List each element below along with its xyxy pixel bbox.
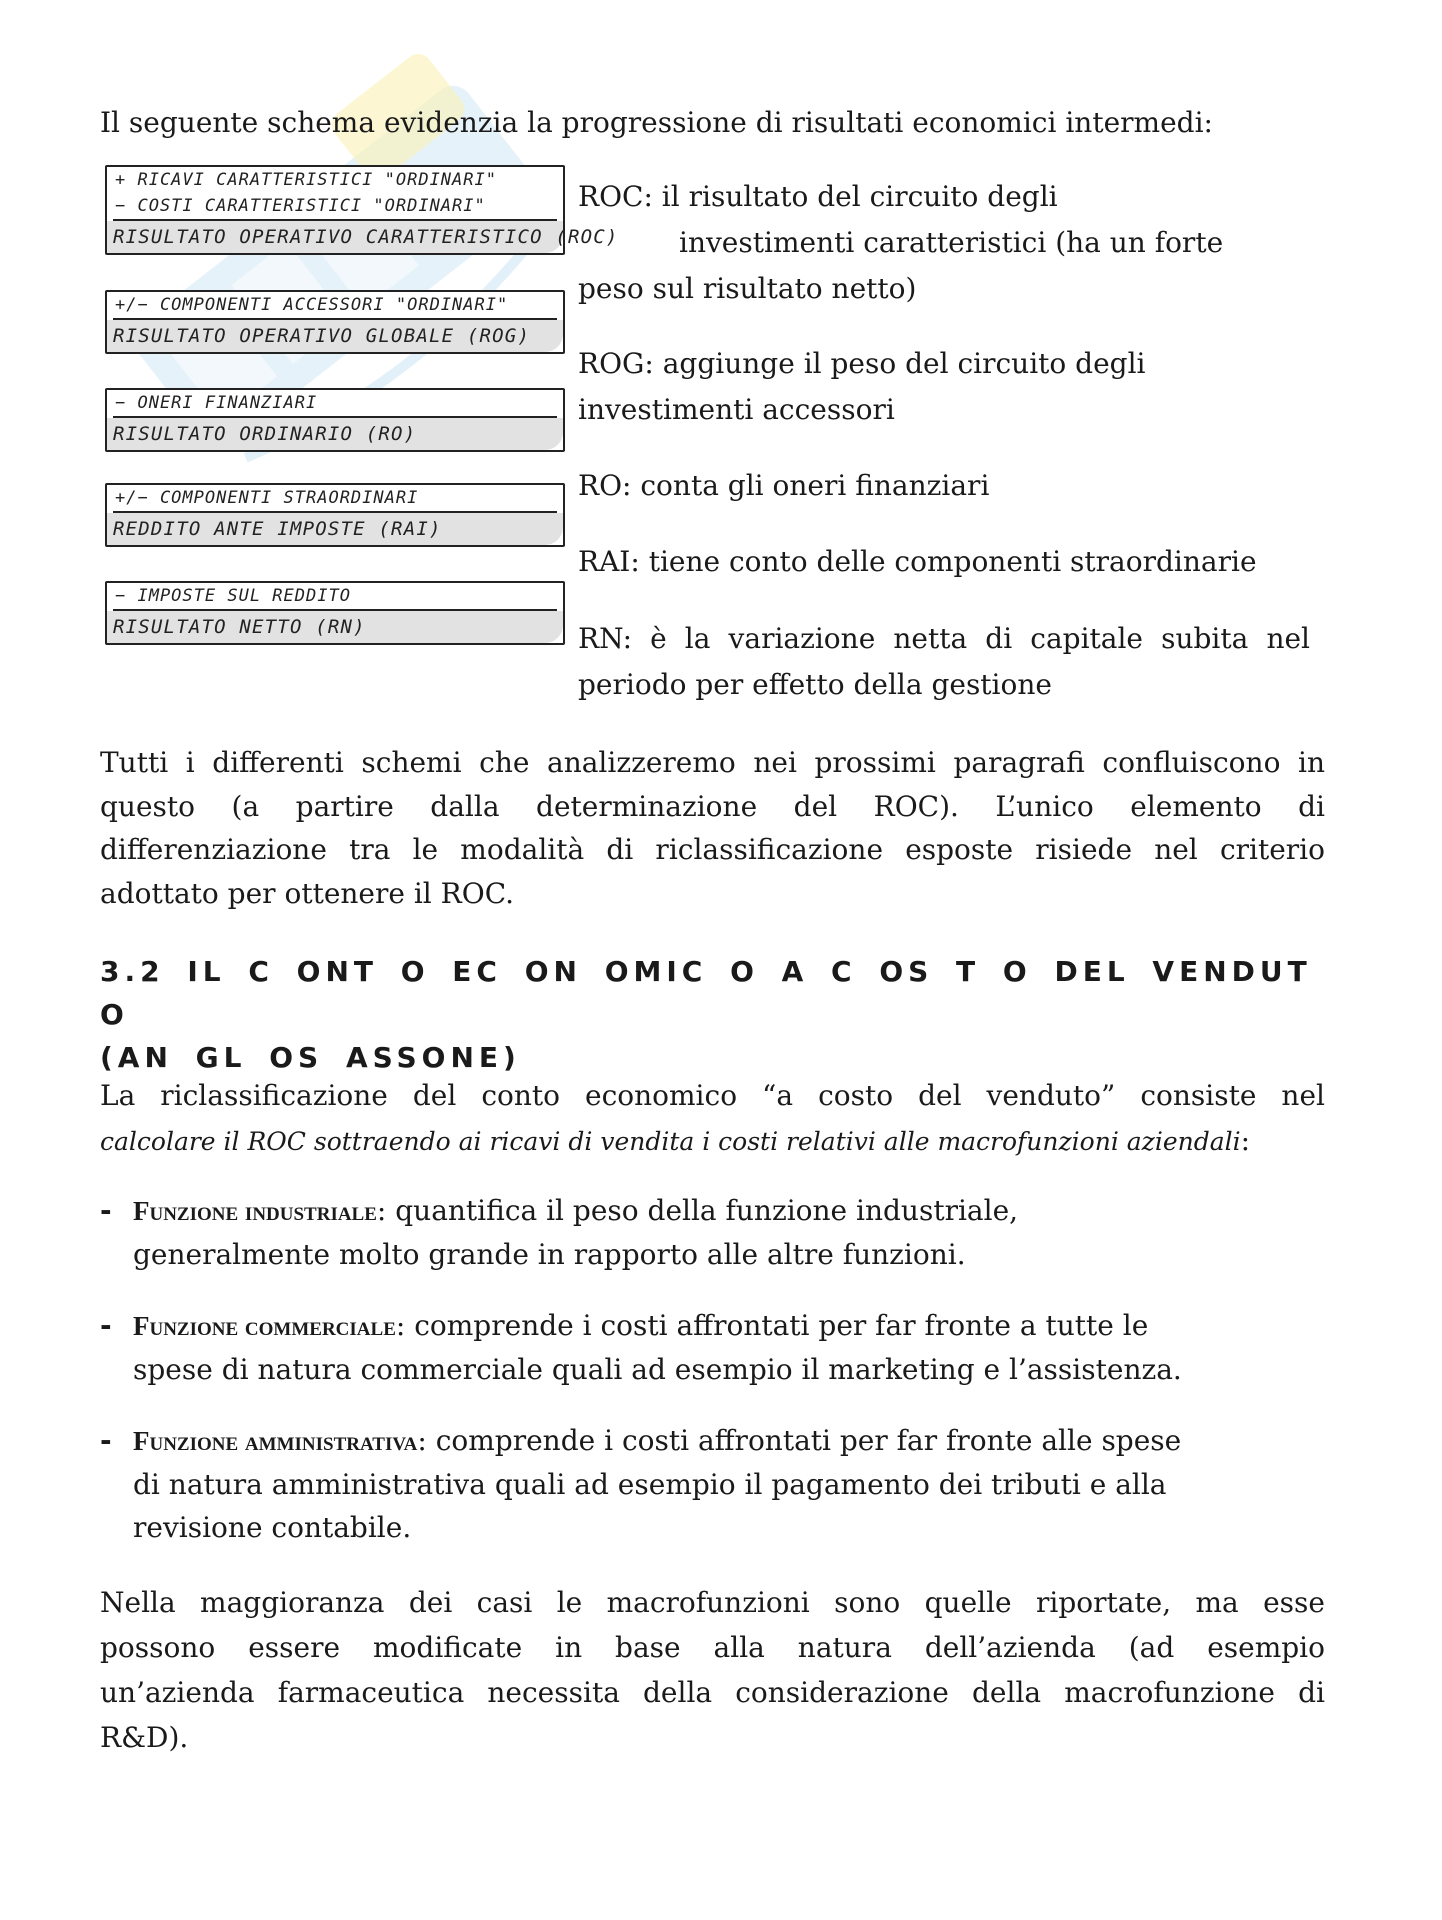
section-heading <box>100 950 1325 1079</box>
schema-line: − IMPOSTE SUL REDDITO <box>115 586 351 606</box>
bullet-text: comprende i costi affrontati per far fronte a tutte le <box>414 1309 1149 1342</box>
bullet-colon: : <box>376 1194 387 1227</box>
schema-line: − COSTI CARATTERISTICI "ORDINARI" <box>115 196 486 216</box>
paragraph-1-line: questo (a partire dalla determinazione del ROC). L’unico elemento di <box>100 790 1325 823</box>
def-rai: RAI: tiene conto delle componenti straordinarie <box>578 545 1257 578</box>
def-rog-2: investimenti accessori <box>578 393 895 426</box>
heading-line-2: (AN GL OS ASSONE) <box>100 1041 521 1074</box>
colon: : <box>1240 1124 1251 1157</box>
paragraph-3-line: possono essere modificate in base alla natura dell’azienda (ad esempio <box>100 1631 1325 1664</box>
bullet-dash: - <box>100 1194 112 1227</box>
schema-box-roc <box>105 165 619 255</box>
paragraph-3-line: R&D). <box>100 1721 189 1754</box>
paragraph-3-line: un’azienda farmaceutica necessita della considerazione della macrofunzione di <box>100 1676 1325 1709</box>
bullet-text: generalmente molto grande in rapporto alle altre funzioni. <box>133 1238 966 1271</box>
paragraph-3-line: Nella maggioranza dei casi le macrofunzioni sono quelle riportate, ma esse <box>100 1586 1325 1619</box>
italic-phrase: calcolare il ROC sottraendo ai ricavi di vendita i costi relativi alle macrofunzioni aziendali <box>100 1127 1241 1156</box>
bullet-term: Funzione commerciale <box>133 1311 396 1341</box>
paragraph-1-line: differenziazione tra le modalità di riclassificazione esposte risiede nel criterio <box>100 833 1325 866</box>
def-roc-2: investimenti caratteristici (ha un forte <box>679 226 1224 259</box>
schema-line: − ONERI FINANZIARI <box>115 393 318 413</box>
def-rn-1: RN: è la variazione netta di capitale subita nel <box>578 622 1310 655</box>
bullet-text: di natura amministrativa quali ad esempio il pagamento dei tributi e alla <box>133 1468 1167 1501</box>
def-ro: RO: conta gli oneri finanziari <box>578 469 990 502</box>
bullet-term: Funzione amministrativa <box>133 1426 418 1456</box>
def-roc-1: ROC: il risultato del circuito degli <box>578 180 1058 213</box>
schema-result: RISULTATO NETTO (RN) <box>107 611 563 643</box>
schema-line: + RICAVI CARATTERISTICI "ORDINARI" <box>115 170 497 190</box>
schema-result: REDDITO ANTE IMPOSTE (RAI) <box>107 513 563 545</box>
bullet-text: spese di natura commerciale quali ad esempio il marketing e l’assistenza. <box>133 1353 1182 1386</box>
bullet-text: revisione contabile. <box>133 1511 412 1544</box>
def-roc-3: peso sul risultato netto) <box>578 272 917 305</box>
bullet-colon: : <box>395 1309 406 1342</box>
paragraph-1-line: Tutti i differenti schemi che analizzeremo nei prossimi paragrafi confluiscono in <box>100 746 1325 779</box>
bullet-dash: - <box>100 1309 112 1342</box>
schema-box-ro <box>105 388 565 452</box>
schema-box-rai <box>105 483 565 547</box>
def-rog-1: ROG: aggiunge il peso del circuito degli <box>578 347 1146 380</box>
schema-result: RISULTATO ORDINARIO (RO) <box>107 418 563 450</box>
schema-result: RISULTATO OPERATIVO CARATTERISTICO (ROC) <box>107 221 563 253</box>
def-rn-2: periodo per effetto della gestione <box>578 668 1052 701</box>
paragraph-1-line: adottato per ottenere il ROC. <box>100 877 515 910</box>
bullet-item <box>100 1189 1325 1276</box>
schema-line: +/− COMPONENTI ACCESSORI "ORDINARI" <box>115 295 509 315</box>
schema-box-rog <box>105 290 565 354</box>
intro-text: Il seguente schema evidenzia la progressione di risultati economici intermedi: <box>100 106 1213 139</box>
paragraph-2-line: La riclassificazione del conto economico “a costo del venduto” consiste nel <box>100 1079 1325 1112</box>
paragraph-2-line <box>100 1118 1325 1164</box>
bullet-item <box>100 1304 1325 1391</box>
bullet-term: Funzione industriale <box>133 1196 377 1226</box>
bullet-colon: : <box>417 1424 427 1457</box>
bullet-dash: - <box>100 1424 112 1457</box>
bullet-text: comprende i costi affrontati per far fronte alle spese <box>435 1424 1182 1457</box>
bullet-text: quantifica il peso della funzione industriale, <box>395 1194 1019 1227</box>
schema-result: RISULTATO OPERATIVO GLOBALE (ROG) <box>107 320 563 352</box>
schema-box-rn <box>105 581 565 645</box>
heading-line-1: 3.2 IL C ONT O EC ON OMIC O A C OS T O DEL VENDUT O <box>100 955 1312 1031</box>
schema-line: +/− COMPONENTI STRAORDINARI <box>115 488 419 508</box>
bullet-item <box>100 1419 1325 1549</box>
